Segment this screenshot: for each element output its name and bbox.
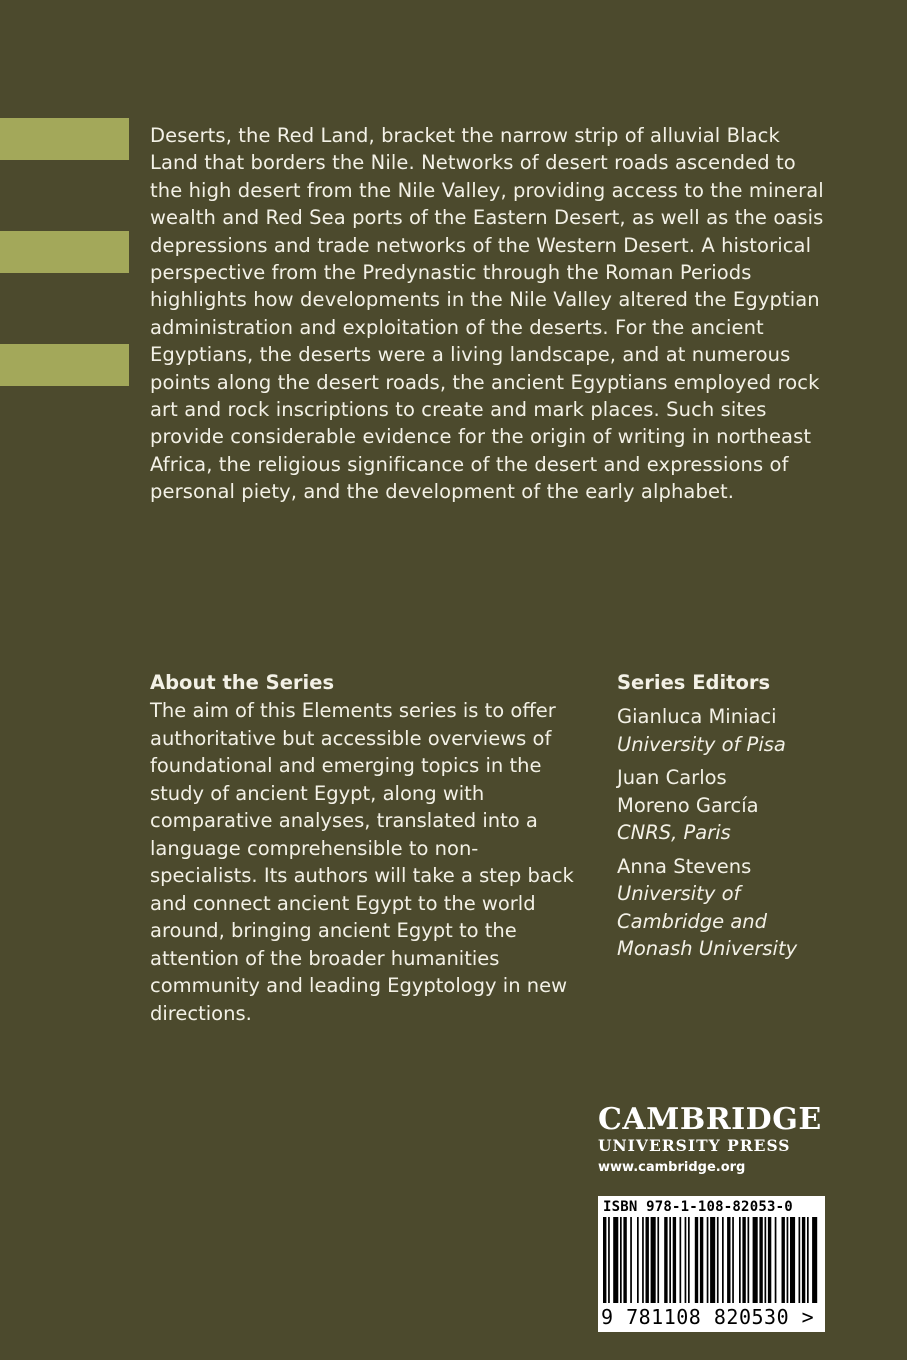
blurb-text: Deserts, the Red Land, bracket the narrow strip of alluvial Black Land that borders the Nile. Networks of desert roads ascended to the high desert from the Nile Valley, providing access to the mineral wealth and Red Sea ports of the Eastern Desert, as well as the oasis depressions and trade networks of the Western Desert. A historical perspective from the Predynastic through the Roman Periods highlights how developments in the Nile Valley altered the Egyptian administration and exploitation of the deserts. For the ancient Egyptians, the deserts were a living landscape, and at numerous points along the desert roads, the ancient Egyptians employed rock art and rock inscriptions to create and mark places. Such sites provide considerable evidence for the origin of writing in northeast Africa, the religious significance of the desert and expressions of personal piety, and the development of the early alphabet. [150,124,824,504]
barcode-image [603,1217,820,1303]
accent-bar-1 [0,118,129,160]
barcode-bar [630,1217,632,1303]
barcode-bar [782,1217,785,1303]
barcode-bar [802,1217,805,1303]
barcode-bar [799,1217,801,1303]
barcode-bar [669,1217,671,1303]
editor-name: Gianluca Miniaci [617,705,777,728]
barcode-bar [613,1217,618,1303]
series-editors-section [617,669,877,963]
barcode-bar [642,1217,644,1303]
barcode-bar [807,1217,809,1303]
about-series-text: The aim of this Elements series is to offer authoritative but accessible overviews of foundational and emerging topics in the study of ancient Egypt, along with comparative analyses, translated into a language comprehensible to non-specialists. Its authors will take a step back and connect ancient Egypt to the world around, bringing ancient Egypt to the attention of the broader humanities community and leading Egyptology in new directions. [150,699,574,1025]
editor-affiliation: CNRS, Paris [617,821,731,844]
barcode-bar [700,1217,703,1303]
barcode-bar [688,1217,690,1303]
barcode-bar [775,1217,777,1303]
publisher-name: CAMBRIDGE [598,1102,822,1137]
barcode-digits: 9 781108 820530 > [601,1305,815,1329]
editor-name: Juan Carlos Moreno García [617,766,759,817]
isbn-label: ISBN 978-1-108-82053-0 [603,1199,793,1215]
barcode-bar [748,1217,750,1303]
barcode-bar [722,1217,724,1303]
barcode-bar [790,1217,795,1303]
about-series-section [150,669,580,1027]
barcode-bar [651,1217,656,1303]
barcode-bar [812,1217,817,1303]
publisher-url: www.cambridge.org [598,1160,746,1175]
barcode-bar [608,1217,610,1303]
series-editors-heading: Series Editors [617,671,771,694]
barcode-bar [727,1217,730,1303]
barcode-bar [673,1217,676,1303]
barcode-bar [646,1217,649,1303]
barcode-bar [620,1217,622,1303]
barcode-bar [759,1217,762,1303]
barcode-bar [787,1217,789,1303]
barcode-bar [657,1217,659,1303]
about-series-heading: About the Series [150,671,335,694]
barcode-bar [768,1217,771,1303]
barcode-bar [765,1217,767,1303]
barcode-bar [695,1217,698,1303]
barcode-bar [664,1217,667,1303]
isbn-barcode [598,1196,825,1332]
editor-affiliation: University of Pisa [617,732,786,756]
book-blurb [150,122,830,506]
barcode-bar [717,1217,719,1303]
editor-entry [617,853,822,963]
barcode-bar [753,1217,758,1303]
barcode-bar [623,1217,626,1303]
accent-bar-2 [0,231,129,273]
barcode-bar [710,1217,715,1303]
barcode-bar [603,1217,606,1303]
barcode-bar [707,1217,709,1303]
publisher-subtitle: UNIVERSITY PRESS [598,1136,791,1155]
barcode-bar [685,1217,687,1303]
accent-bar-3 [0,344,129,386]
barcode-bar [680,1217,682,1303]
editor-affiliation: University of Cambridge and Monash University [617,882,798,960]
barcode-bar [637,1217,639,1303]
barcode-bar [739,1217,741,1303]
editor-entry [617,764,792,847]
editor-name: Anna Stevens [617,854,752,878]
barcode-bar [742,1217,745,1303]
publisher-logo [598,1104,828,1178]
barcode-bar [732,1217,734,1303]
editor-entry [617,703,877,758]
